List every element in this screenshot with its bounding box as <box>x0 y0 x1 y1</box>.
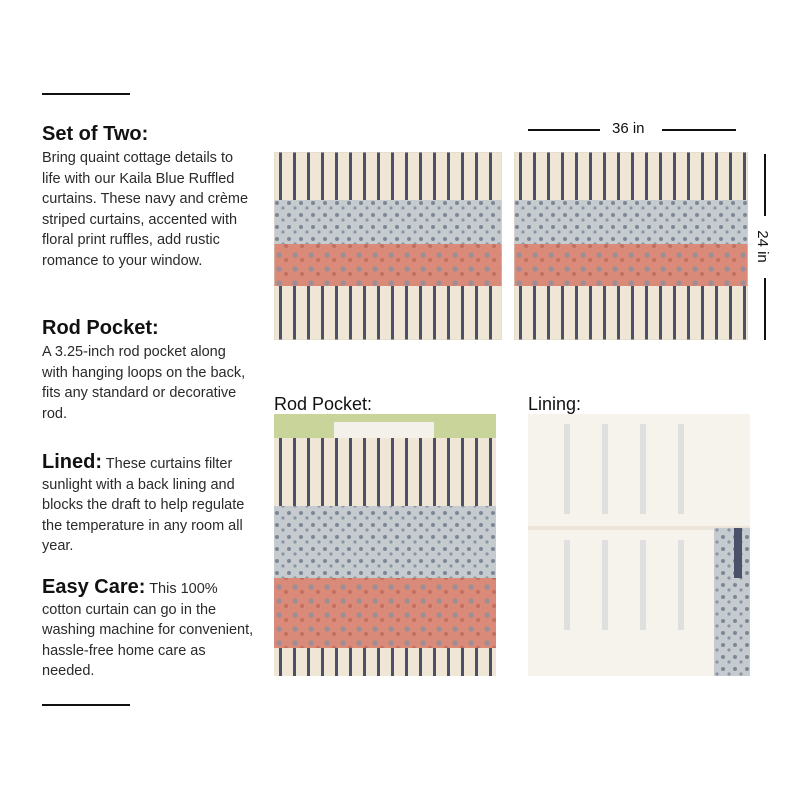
lining-closeup-image <box>528 414 750 676</box>
easy-care-title: Easy Care: <box>42 576 146 598</box>
height-dimension-line-top <box>764 154 766 216</box>
rod-pocket-title: Rod Pocket: <box>42 317 159 339</box>
width-dimension-line-left <box>528 129 600 131</box>
lining-photo-label: Lining: <box>528 394 582 414</box>
height-dimension-label: 24 in <box>753 230 771 263</box>
section-rod-pocket <box>42 316 254 424</box>
width-dimension-line-right <box>662 129 736 131</box>
section-set-of-two <box>42 122 254 271</box>
section-lined <box>42 452 254 557</box>
lined-title: Lined: <box>42 451 102 473</box>
rod-pocket-photo-label: Rod Pocket: <box>274 394 373 414</box>
set-of-two-body: Bring quaint cottage details to life with our Kaila Blue Ruffled curtains. These navy and crème striped curtains, accented with floral print ruffles, add rustic romance to your window. <box>42 150 249 269</box>
top-divider <box>42 93 130 95</box>
rod-pocket-closeup-image <box>274 414 496 676</box>
easy-care-body: This 100% cotton curtain can go in the washing machine for convenient, hassle-free home care as needed. <box>42 581 254 679</box>
lined-body: These curtains filter sunlight with a back lining and blocks the draft to help regulate the temperature in any room all year. <box>42 456 245 554</box>
section-easy-care <box>42 577 254 682</box>
width-dimension-label: 36 in <box>612 120 645 137</box>
rod-pocket-body: A 3.25-inch rod pocket along with hanging loops on the back, fits any standard or decorative rod. <box>42 344 246 422</box>
curtain-panel-right-image <box>514 152 748 340</box>
height-dimension-line-bottom <box>764 278 766 340</box>
curtain-panel-left-image <box>274 152 502 340</box>
set-of-two-title: Set of Two: <box>42 123 149 145</box>
bottom-divider <box>42 704 130 706</box>
